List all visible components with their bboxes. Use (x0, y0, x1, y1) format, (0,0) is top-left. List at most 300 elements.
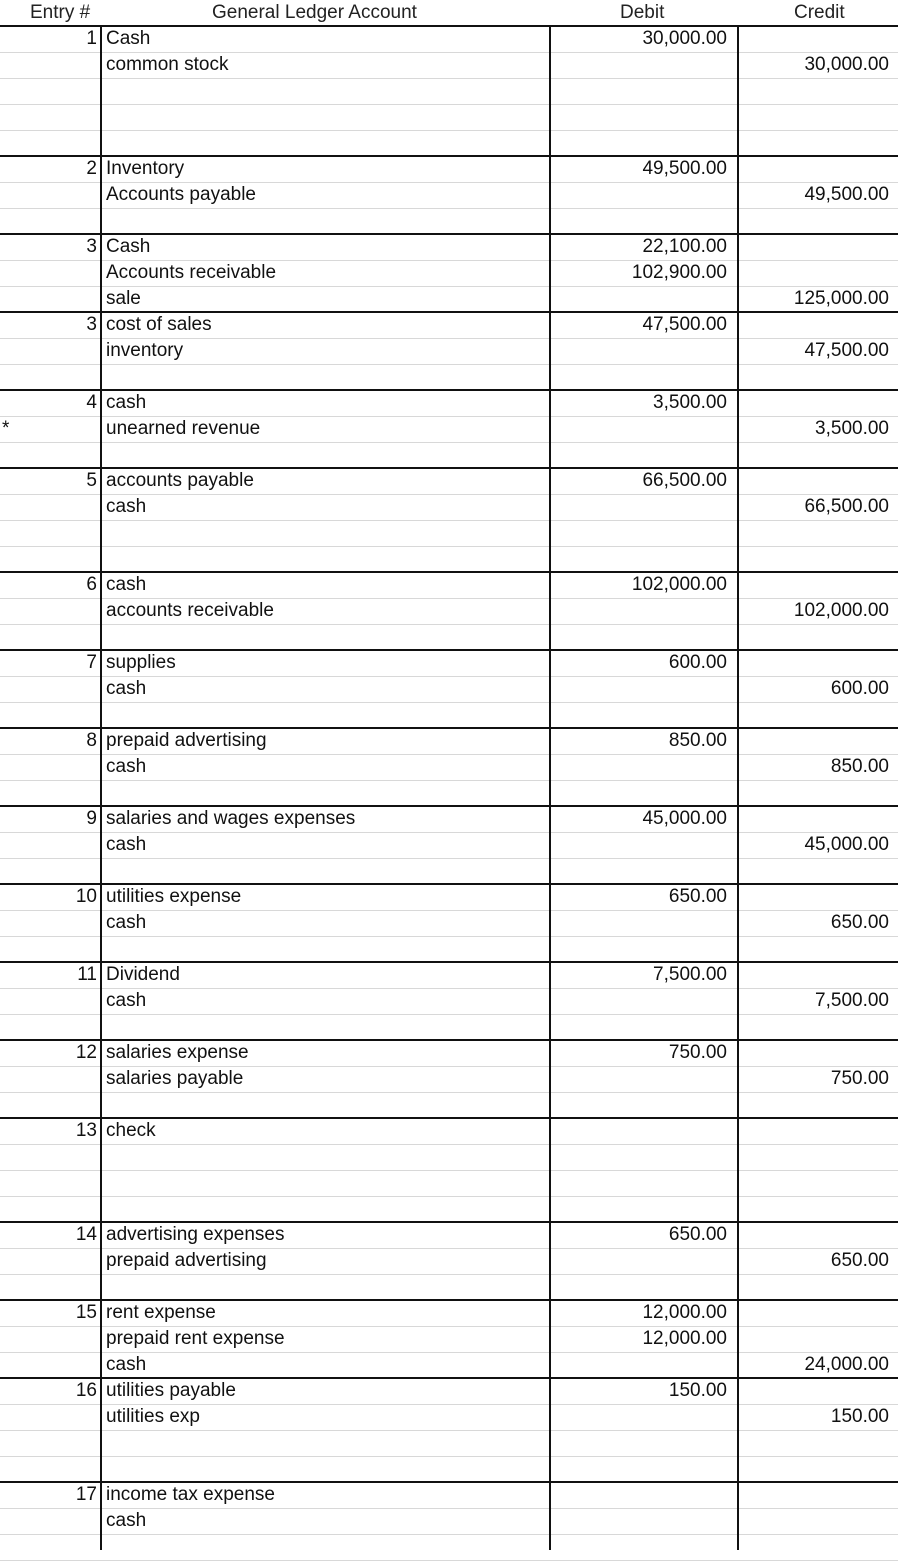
entry-number-cell[interactable] (0, 624, 97, 650)
account-cell[interactable]: salaries and wages expenses (106, 808, 356, 829)
entry-number-cell[interactable] (0, 182, 97, 208)
account-cell[interactable]: cash (106, 990, 147, 1011)
credit-cell[interactable] (740, 650, 889, 676)
entry-number-cell[interactable] (0, 130, 97, 156)
entry-number-cell[interactable]: 10 (75, 886, 97, 907)
debit-cell[interactable] (552, 338, 727, 364)
entry-number-cell[interactable] (0, 260, 97, 286)
credit-cell[interactable] (740, 468, 889, 494)
debit-cell[interactable] (552, 936, 727, 962)
ledger-row (0, 1508, 898, 1534)
ledger-row (0, 494, 898, 520)
account-cell[interactable] (106, 1456, 546, 1482)
credit-cell[interactable] (740, 442, 889, 468)
ledger-row (0, 416, 898, 442)
credit-cell[interactable] (740, 806, 889, 832)
account-cell[interactable]: utilities exp (106, 1406, 200, 1427)
credit-cell[interactable] (740, 1222, 889, 1248)
debit-cell[interactable] (552, 1404, 727, 1430)
account-cell[interactable]: Cash (106, 236, 151, 257)
credit-cell[interactable] (740, 520, 889, 546)
credit-cell[interactable] (740, 1274, 889, 1300)
ledger-row (0, 312, 898, 338)
account-cell[interactable]: sale (106, 288, 141, 309)
ledger-row (0, 234, 898, 260)
entry-number-cell[interactable] (0, 52, 97, 78)
entry-number-cell[interactable]: 11 (77, 964, 97, 985)
account-cell[interactable]: inventory (106, 340, 184, 361)
ledger-row (0, 208, 898, 234)
credit-cell[interactable]: 3,500.00 (815, 418, 889, 439)
debit-cell[interactable]: 102,000.00 (631, 574, 727, 595)
account-cell[interactable]: common stock (106, 54, 229, 75)
account-cell[interactable]: cash (106, 1510, 147, 1531)
ledger-row (0, 702, 898, 728)
credit-cell[interactable] (740, 1534, 889, 1560)
credit-cell[interactable]: 102,000.00 (793, 600, 889, 621)
credit-cell[interactable] (740, 1508, 889, 1534)
account-cell[interactable]: accounts receivable (106, 600, 274, 621)
ledger-row (0, 182, 898, 208)
account-cell[interactable]: advertising expenses (106, 1224, 285, 1245)
entry-number-cell[interactable]: 16 (75, 1380, 97, 1401)
debit-cell[interactable] (552, 364, 727, 390)
account-cell[interactable] (106, 1196, 546, 1222)
entry-number-cell[interactable] (0, 910, 97, 936)
credit-cell[interactable]: 650.00 (830, 912, 889, 933)
entry-number-cell[interactable]: 6 (86, 574, 97, 595)
debit-cell[interactable]: 47,500.00 (642, 314, 727, 335)
credit-cell[interactable] (740, 728, 889, 754)
entry-number-cell[interactable] (0, 494, 97, 520)
entry-number-cell[interactable] (0, 78, 97, 104)
debit-cell[interactable]: 66,500.00 (642, 470, 727, 491)
credit-cell[interactable] (740, 234, 889, 260)
credit-cell[interactable] (740, 390, 889, 416)
debit-cell[interactable] (552, 520, 727, 546)
ledger-row (0, 546, 898, 572)
ledger-row (0, 832, 898, 858)
ledger-row (0, 520, 898, 546)
entry-number-cell[interactable] (0, 1170, 97, 1196)
credit-cell[interactable]: 30,000.00 (804, 54, 889, 75)
credit-cell[interactable] (740, 546, 889, 572)
ledger-row (0, 988, 898, 1014)
entry-number-cell[interactable] (0, 1092, 97, 1118)
ledger-row (0, 1300, 898, 1326)
credit-cell[interactable]: 66,500.00 (804, 496, 889, 517)
entry-number-cell[interactable] (0, 338, 97, 364)
ledger-row (0, 156, 898, 182)
entry-number-cell[interactable] (0, 1352, 97, 1378)
debit-cell[interactable]: 49,500.00 (642, 158, 727, 179)
ledger-row (0, 1248, 898, 1274)
entry-number-cell[interactable] (0, 780, 97, 806)
debit-cell[interactable] (552, 1066, 727, 1092)
account-cell[interactable]: Inventory (106, 158, 185, 179)
credit-cell[interactable] (740, 858, 889, 884)
entry-number-cell[interactable]: 3 (86, 236, 97, 257)
entry-number-cell[interactable]: 9 (86, 808, 97, 829)
credit-cell[interactable] (740, 1300, 889, 1326)
debit-cell[interactable] (552, 416, 727, 442)
account-cell[interactable]: unearned revenue (106, 418, 261, 439)
debit-cell[interactable] (552, 78, 727, 104)
debit-cell[interactable]: 150.00 (668, 1380, 727, 1401)
ledger-row (0, 104, 898, 130)
credit-cell[interactable]: 49,500.00 (804, 184, 889, 205)
account-cell[interactable]: Cash (106, 28, 151, 49)
ledger-row (0, 1014, 898, 1040)
debit-cell[interactable] (552, 780, 727, 806)
entry-number-cell[interactable]: 12 (75, 1042, 97, 1063)
account-cell[interactable] (106, 780, 546, 806)
ledger-row (0, 728, 898, 754)
entry-number-cell[interactable] (0, 754, 97, 780)
account-cell[interactable] (106, 624, 546, 650)
credit-cell[interactable]: 7,500.00 (815, 990, 889, 1011)
entry-number-cell[interactable] (0, 286, 97, 312)
credit-cell[interactable]: 24,000.00 (804, 1354, 889, 1375)
credit-cell[interactable] (740, 1118, 889, 1144)
debit-cell[interactable] (552, 598, 727, 624)
debit-cell[interactable] (552, 1274, 727, 1300)
entry-number-cell[interactable] (0, 1326, 97, 1352)
credit-cell[interactable]: 125,000.00 (793, 288, 889, 309)
account-cell[interactable]: cash (106, 1354, 147, 1375)
ledger-row (0, 780, 898, 806)
entry-number-cell[interactable] (0, 1196, 97, 1222)
ledger-row (0, 1170, 898, 1196)
account-cell[interactable]: check (106, 1120, 156, 1141)
ledger-row (0, 52, 898, 78)
debit-cell[interactable] (552, 1456, 727, 1482)
entry-number-cell[interactable]: 5 (86, 470, 97, 491)
credit-cell[interactable] (740, 936, 889, 962)
ledger-row (0, 1118, 898, 1144)
asterisk-mark: * (2, 418, 10, 439)
account-cell[interactable]: cash (106, 574, 147, 595)
account-cell[interactable]: prepaid rent expense (106, 1328, 285, 1349)
debit-cell[interactable]: 7,500.00 (653, 964, 727, 985)
debit-cell[interactable]: 850.00 (668, 730, 727, 751)
ledger-row (0, 1066, 898, 1092)
debit-cell[interactable] (552, 546, 727, 572)
debit-cell[interactable] (552, 1482, 727, 1508)
debit-cell[interactable] (552, 1430, 727, 1456)
entry-number-cell[interactable] (0, 598, 97, 624)
credit-cell[interactable] (740, 260, 889, 286)
credit-cell[interactable] (740, 962, 889, 988)
credit-cell[interactable] (740, 1430, 889, 1456)
account-cell[interactable]: utilities payable (106, 1380, 236, 1401)
entry-number-cell[interactable] (0, 1430, 97, 1456)
debit-cell[interactable]: 30,000.00 (642, 28, 727, 49)
credit-cell[interactable] (740, 1326, 889, 1352)
ledger-row (0, 1482, 898, 1508)
ledger-row (0, 130, 898, 156)
ledger-row (0, 1534, 898, 1560)
credit-cell[interactable] (740, 1144, 889, 1170)
account-cell[interactable]: salaries payable (106, 1068, 244, 1089)
header-debit: Debit (620, 2, 665, 23)
debit-cell[interactable] (552, 910, 727, 936)
entry-number-cell[interactable] (0, 1066, 97, 1092)
account-cell[interactable]: cash (106, 912, 147, 933)
entry-number-cell[interactable]: 13 (75, 1120, 97, 1141)
entry-number-cell[interactable]: 4 (86, 392, 97, 413)
entry-number-cell[interactable] (0, 416, 97, 442)
credit-cell[interactable] (740, 1092, 889, 1118)
ledger-row (0, 78, 898, 104)
account-cell[interactable] (106, 364, 546, 390)
ledger-row (0, 806, 898, 832)
debit-cell[interactable]: 45,000.00 (642, 808, 727, 829)
debit-cell[interactable] (552, 208, 727, 234)
ledger-row (0, 1378, 898, 1404)
credit-cell[interactable] (740, 364, 889, 390)
account-cell[interactable]: rent expense (106, 1302, 216, 1323)
ledger-row (0, 910, 898, 936)
debit-cell[interactable] (552, 988, 727, 1014)
credit-cell[interactable] (740, 1482, 889, 1508)
entry-number-cell[interactable] (0, 364, 97, 390)
credit-cell[interactable]: 650.00 (830, 1250, 889, 1271)
ledger-row (0, 1040, 898, 1066)
credit-cell[interactable] (740, 572, 889, 598)
ledger-row (0, 26, 898, 52)
ledger-row (0, 260, 898, 286)
ledger-row (0, 884, 898, 910)
entry-number-cell[interactable] (0, 1274, 97, 1300)
account-cell[interactable] (106, 1014, 546, 1040)
entry-number-cell[interactable] (0, 1534, 97, 1560)
account-cell[interactable]: prepaid advertising (106, 1250, 267, 1271)
account-cell[interactable] (106, 1144, 546, 1170)
credit-cell[interactable] (740, 702, 889, 728)
credit-cell[interactable]: 750.00 (830, 1068, 889, 1089)
ledger-row (0, 858, 898, 884)
debit-cell[interactable] (552, 1196, 727, 1222)
credit-cell[interactable] (740, 78, 889, 104)
account-cell[interactable]: Accounts receivable (106, 262, 277, 283)
account-cell[interactable] (106, 546, 546, 572)
ledger-row (0, 1144, 898, 1170)
debit-cell[interactable] (552, 182, 727, 208)
credit-cell[interactable] (740, 884, 889, 910)
credit-cell[interactable] (740, 130, 889, 156)
credit-cell[interactable] (740, 1196, 889, 1222)
debit-cell[interactable] (552, 702, 727, 728)
account-cell[interactable] (106, 1274, 546, 1300)
debit-cell[interactable]: 3,500.00 (653, 392, 727, 413)
account-cell[interactable]: accounts payable (106, 470, 254, 491)
ledger-row (0, 1456, 898, 1482)
debit-cell[interactable] (552, 624, 727, 650)
account-cell[interactable] (106, 520, 546, 546)
account-cell[interactable]: cash (106, 756, 147, 777)
entry-number-cell[interactable] (0, 702, 97, 728)
ledger-row (0, 1196, 898, 1222)
entry-number-cell[interactable]: 17 (75, 1484, 97, 1505)
header-account: General Ledger Account (212, 2, 417, 23)
debit-cell[interactable] (552, 1508, 727, 1534)
account-cell[interactable] (106, 1170, 546, 1196)
credit-cell[interactable] (740, 1170, 889, 1196)
debit-cell[interactable] (552, 104, 727, 130)
ledger-row (0, 1404, 898, 1430)
debit-cell[interactable] (552, 1118, 727, 1144)
entry-number-cell[interactable] (0, 1404, 97, 1430)
account-cell[interactable] (106, 78, 546, 104)
account-cell[interactable]: salaries expense (106, 1042, 249, 1063)
account-cell[interactable] (106, 702, 546, 728)
account-cell[interactable] (106, 1534, 546, 1560)
credit-cell[interactable] (740, 1378, 889, 1404)
entry-number-cell[interactable] (0, 988, 97, 1014)
account-cell[interactable] (106, 104, 546, 130)
ledger-row (0, 650, 898, 676)
entry-number-cell[interactable] (0, 1014, 97, 1040)
debit-cell[interactable] (552, 1248, 727, 1274)
account-cell[interactable]: prepaid advertising (106, 730, 267, 751)
debit-cell[interactable] (552, 130, 727, 156)
credit-cell[interactable] (740, 312, 889, 338)
entry-number-cell[interactable] (0, 1508, 97, 1534)
account-cell[interactable] (106, 858, 546, 884)
credit-cell[interactable] (740, 156, 889, 182)
credit-cell[interactable] (740, 1014, 889, 1040)
debit-cell[interactable] (552, 858, 727, 884)
entry-number-cell[interactable]: 2 (86, 158, 97, 179)
account-cell[interactable] (106, 208, 546, 234)
account-cell[interactable] (106, 1092, 546, 1118)
debit-cell[interactable] (552, 1014, 727, 1040)
debit-cell[interactable] (552, 1144, 727, 1170)
account-cell[interactable] (106, 1430, 546, 1456)
ledger-row (0, 1352, 898, 1378)
entry-number-cell[interactable] (0, 1144, 97, 1170)
debit-cell[interactable] (552, 1170, 727, 1196)
credit-cell[interactable]: 150.00 (830, 1406, 889, 1427)
debit-cell[interactable] (552, 52, 727, 78)
credit-cell[interactable] (740, 1456, 889, 1482)
ledger-row (0, 338, 898, 364)
debit-cell[interactable] (552, 494, 727, 520)
credit-cell[interactable] (740, 1040, 889, 1066)
header-entry: Entry # (30, 2, 91, 23)
debit-cell[interactable]: 22,100.00 (642, 236, 727, 257)
entry-number-cell[interactable]: 1 (86, 28, 97, 49)
ledger-row (0, 1092, 898, 1118)
debit-cell[interactable]: 600.00 (668, 652, 727, 673)
entry-number-cell[interactable] (0, 858, 97, 884)
entry-number-cell[interactable] (0, 546, 97, 572)
entry-number-cell[interactable] (0, 832, 97, 858)
ledger-row (0, 936, 898, 962)
entry-number-cell[interactable] (0, 442, 97, 468)
entry-number-cell[interactable]: 3 (86, 314, 97, 335)
ledger-row (0, 1430, 898, 1456)
ledger-row (0, 1326, 898, 1352)
debit-cell[interactable]: 12,000.00 (642, 1328, 727, 1349)
debit-cell[interactable]: 750.00 (668, 1042, 727, 1063)
ledger-row (0, 598, 898, 624)
entry-number-cell[interactable] (0, 676, 97, 702)
ledger-row (0, 442, 898, 468)
entry-number-cell[interactable] (0, 1456, 97, 1482)
credit-cell[interactable] (740, 624, 889, 650)
entry-number-cell[interactable]: 15 (75, 1302, 97, 1323)
account-cell[interactable]: cash (106, 678, 147, 699)
entry-number-cell[interactable] (0, 104, 97, 130)
entry-number-cell[interactable]: 14 (75, 1224, 97, 1245)
credit-cell[interactable] (740, 26, 889, 52)
credit-cell[interactable]: 47,500.00 (804, 340, 889, 361)
debit-cell[interactable]: 12,000.00 (642, 1302, 727, 1323)
account-cell[interactable]: utilities expense (106, 886, 242, 907)
debit-cell[interactable] (552, 1534, 727, 1560)
credit-cell[interactable]: 600.00 (830, 678, 889, 699)
ledger-row (0, 286, 898, 312)
debit-cell[interactable]: 650.00 (668, 1224, 727, 1245)
ledger-row (0, 390, 898, 416)
debit-cell[interactable] (552, 1092, 727, 1118)
account-cell[interactable]: income tax expense (106, 1484, 275, 1505)
credit-cell[interactable]: 850.00 (830, 756, 889, 777)
entry-number-cell[interactable] (0, 208, 97, 234)
ledger-row (0, 624, 898, 650)
entry-number-cell[interactable] (0, 520, 97, 546)
account-cell[interactable] (106, 442, 546, 468)
debit-cell[interactable] (552, 754, 727, 780)
entry-number-cell[interactable]: 7 (86, 652, 97, 673)
debit-cell[interactable] (552, 676, 727, 702)
account-cell[interactable]: cash (106, 496, 147, 517)
entry-number-cell[interactable] (0, 1248, 97, 1274)
account-cell[interactable]: cash (106, 834, 147, 855)
account-cell[interactable]: cost of sales (106, 314, 212, 335)
ledger-row (0, 962, 898, 988)
debit-cell[interactable]: 650.00 (668, 886, 727, 907)
credit-cell[interactable] (740, 780, 889, 806)
ledger-row (0, 468, 898, 494)
debit-cell[interactable] (552, 832, 727, 858)
account-cell[interactable]: Dividend (106, 964, 180, 985)
account-cell[interactable]: supplies (106, 652, 176, 673)
ledger-row (0, 1222, 898, 1248)
ledger-row (0, 572, 898, 598)
ledger-row (0, 364, 898, 390)
debit-cell[interactable]: 102,900.00 (631, 262, 727, 283)
header-credit: Credit (794, 2, 845, 23)
entry-number-cell[interactable]: 8 (86, 730, 97, 751)
credit-cell[interactable] (740, 208, 889, 234)
entry-number-cell[interactable] (0, 936, 97, 962)
ledger-row (0, 754, 898, 780)
credit-cell[interactable]: 45,000.00 (804, 834, 889, 855)
account-cell[interactable] (106, 936, 546, 962)
credit-cell[interactable] (740, 104, 889, 130)
debit-cell[interactable] (552, 1352, 727, 1378)
account-cell[interactable] (106, 130, 546, 156)
debit-cell[interactable] (552, 286, 727, 312)
ledger-row (0, 676, 898, 702)
account-cell[interactable]: cash (106, 392, 147, 413)
account-cell[interactable]: Accounts payable (106, 184, 256, 205)
ledger-row (0, 1274, 898, 1300)
debit-cell[interactable] (552, 442, 727, 468)
